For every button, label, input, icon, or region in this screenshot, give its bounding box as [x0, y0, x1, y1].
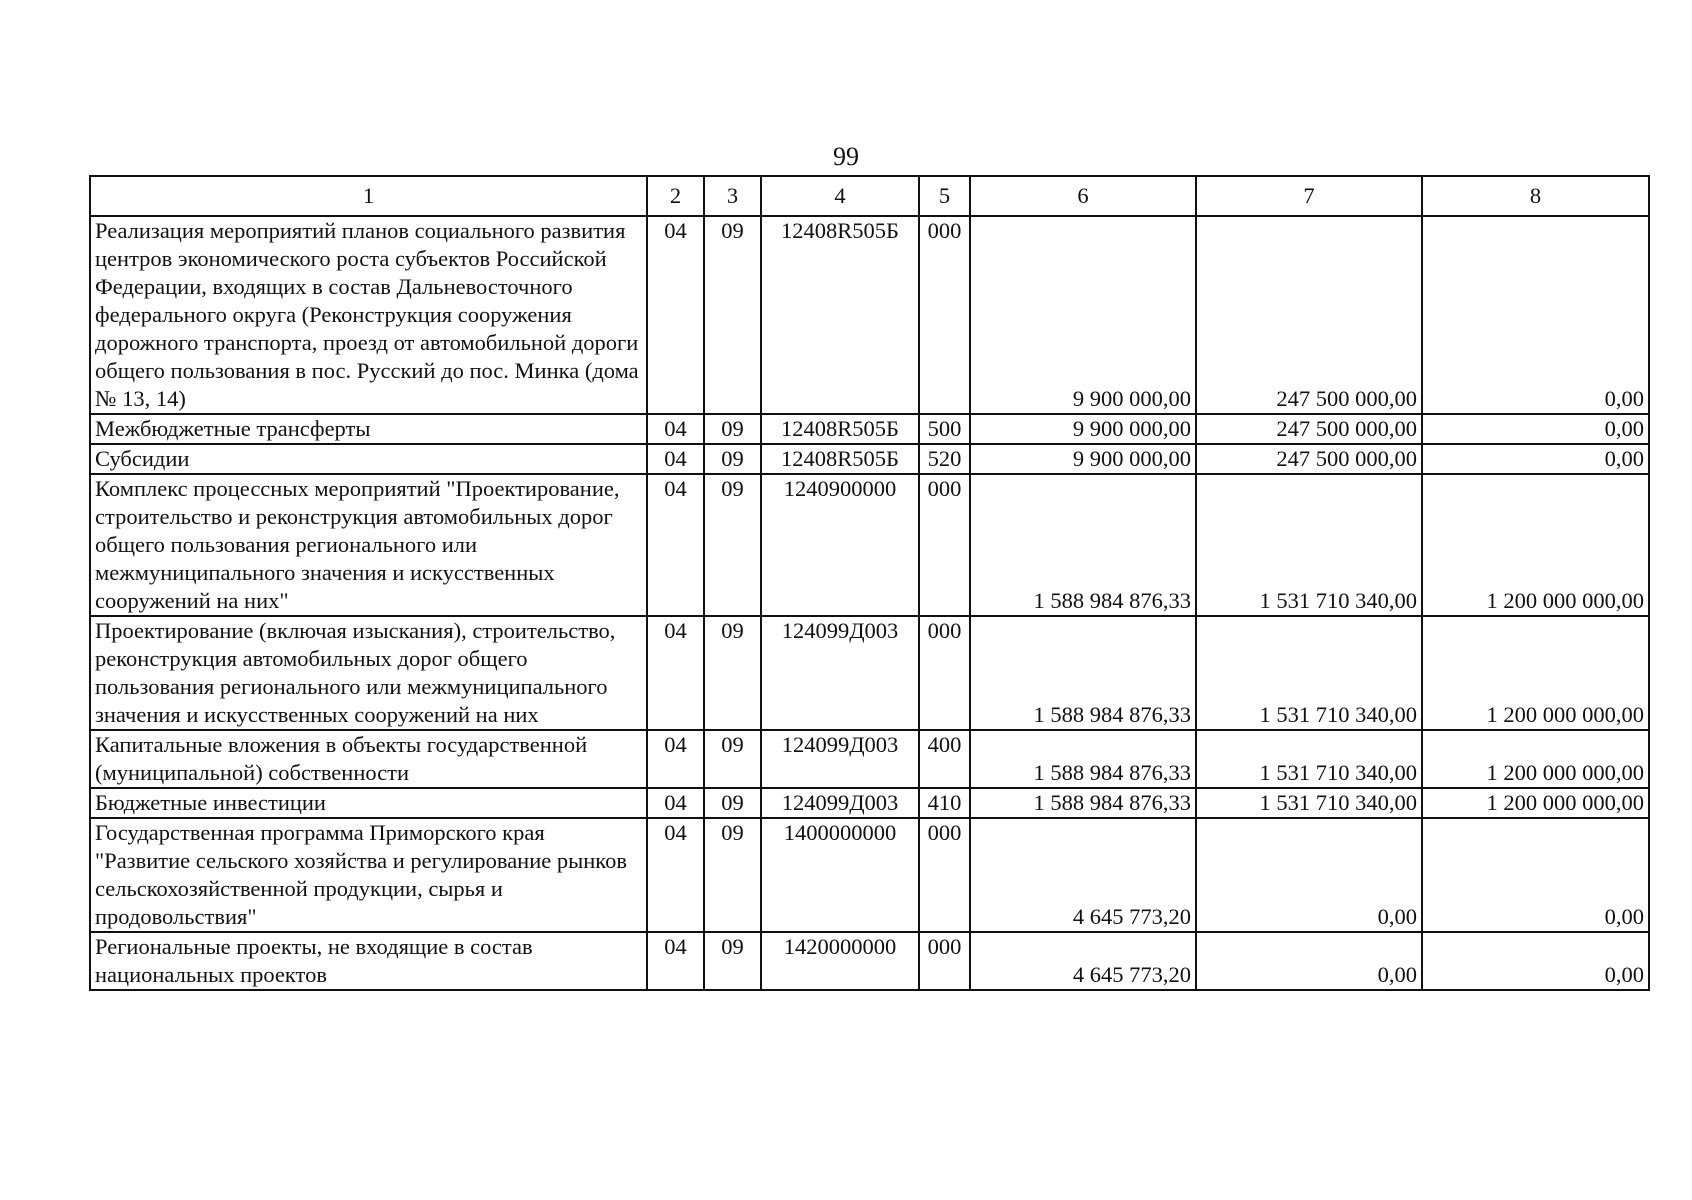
row-amount-col8-cell: 1 200 000 000,00	[1422, 616, 1649, 730]
row-target-article-cell: 1420000000	[761, 932, 919, 990]
row-amount-col7-cell: 247 500 000,00	[1196, 216, 1422, 414]
row-amount-col8-cell: 1 200 000 000,00	[1422, 474, 1649, 616]
row-amount-col8-cell: 0,00	[1422, 216, 1649, 414]
table-row	[90, 444, 1649, 474]
row-target-article-cell: 124099Д003	[761, 788, 919, 818]
column-header: 3	[704, 176, 761, 216]
row-amount-col6-cell: 4 645 773,20	[970, 818, 1196, 932]
row-section-cell: 04	[647, 932, 704, 990]
row-amount-col7-cell: 247 500 000,00	[1196, 444, 1422, 474]
budget-table	[89, 175, 1650, 991]
row-subsection-cell: 09	[704, 444, 761, 474]
row-amount-col6-cell: 9 900 000,00	[970, 414, 1196, 444]
row-subsection-cell: 09	[704, 730, 761, 788]
row-amount-col6-cell: 4 645 773,20	[970, 932, 1196, 990]
row-name-cell: Межбюджетные трансферты	[90, 414, 647, 444]
page-number: 99	[833, 142, 859, 171]
row-expense-type-cell: 000	[919, 818, 970, 932]
row-section-cell: 04	[647, 414, 704, 444]
row-section-cell: 04	[647, 216, 704, 414]
row-target-article-cell: 1400000000	[761, 818, 919, 932]
row-amount-col8-cell: 0,00	[1422, 414, 1649, 444]
row-expense-type-cell: 520	[919, 444, 970, 474]
row-section-cell: 04	[647, 474, 704, 616]
row-amount-col7-cell: 247 500 000,00	[1196, 414, 1422, 444]
column-header: 8	[1422, 176, 1649, 216]
row-amount-col6-cell: 1 588 984 876,33	[970, 474, 1196, 616]
column-header: 6	[970, 176, 1196, 216]
row-name-cell: Капитальные вложения в объекты государственной (муниципальной) собственности	[90, 730, 647, 788]
column-header: 4	[761, 176, 919, 216]
row-target-article-cell: 12408R505Б	[761, 444, 919, 474]
row-target-article-cell: 12408R505Б	[761, 414, 919, 444]
row-amount-col7-cell: 1 531 710 340,00	[1196, 788, 1422, 818]
row-amount-col8-cell: 0,00	[1422, 818, 1649, 932]
row-name-cell: Комплекс процессных мероприятий "Проектирование, строительство и реконструкция автомобильных дорог общего пользования регионального или межмуниципального значения и искусственных сооружений на них"	[90, 474, 647, 616]
row-name-cell: Проектирование (включая изыскания), строительство, реконструкция автомобильных дорог общего пользования регионального или межмуниципального значения и искусственных сооружений на них	[90, 616, 647, 730]
row-expense-type-cell: 410	[919, 788, 970, 818]
table-row	[90, 788, 1649, 818]
row-name-cell: Государственная программа Приморского края "Развитие сельского хозяйства и регулирование рынков сельскохозяйственной продукции, сырья и продовольствия"	[90, 818, 647, 932]
row-amount-col8-cell: 1 200 000 000,00	[1422, 730, 1649, 788]
row-section-cell: 04	[647, 616, 704, 730]
row-expense-type-cell: 000	[919, 932, 970, 990]
column-header: 2	[647, 176, 704, 216]
row-subsection-cell: 09	[704, 414, 761, 444]
row-amount-col6-cell: 9 900 000,00	[970, 216, 1196, 414]
row-expense-type-cell: 000	[919, 474, 970, 616]
row-amount-col6-cell: 1 588 984 876,33	[970, 616, 1196, 730]
row-subsection-cell: 09	[704, 616, 761, 730]
row-amount-col6-cell: 1 588 984 876,33	[970, 730, 1196, 788]
row-amount-col7-cell: 0,00	[1196, 932, 1422, 990]
table-row	[90, 932, 1649, 990]
row-section-cell: 04	[647, 730, 704, 788]
row-amount-col7-cell: 0,00	[1196, 818, 1422, 932]
row-subsection-cell: 09	[704, 788, 761, 818]
table-row	[90, 730, 1649, 788]
table-row	[90, 818, 1649, 932]
table-body	[90, 216, 1649, 990]
row-name-cell: Бюджетные инвестиции	[90, 788, 647, 818]
table-row	[90, 616, 1649, 730]
row-subsection-cell: 09	[704, 216, 761, 414]
row-section-cell: 04	[647, 444, 704, 474]
row-amount-col8-cell: 1 200 000 000,00	[1422, 788, 1649, 818]
row-amount-col6-cell: 9 900 000,00	[970, 444, 1196, 474]
row-expense-type-cell: 500	[919, 414, 970, 444]
row-expense-type-cell: 000	[919, 616, 970, 730]
row-expense-type-cell: 400	[919, 730, 970, 788]
row-amount-col7-cell: 1 531 710 340,00	[1196, 616, 1422, 730]
row-name-cell: Субсидии	[90, 444, 647, 474]
row-subsection-cell: 09	[704, 818, 761, 932]
row-subsection-cell: 09	[704, 932, 761, 990]
table-row	[90, 414, 1649, 444]
row-amount-col8-cell: 0,00	[1422, 444, 1649, 474]
row-amount-col8-cell: 0,00	[1422, 932, 1649, 990]
row-target-article-cell: 1240900000	[761, 474, 919, 616]
column-header: 5	[919, 176, 970, 216]
header-row	[90, 176, 1649, 216]
column-header: 1	[90, 176, 647, 216]
table-row	[90, 474, 1649, 616]
row-amount-col7-cell: 1 531 710 340,00	[1196, 730, 1422, 788]
row-amount-col6-cell: 1 588 984 876,33	[970, 788, 1196, 818]
row-section-cell: 04	[647, 818, 704, 932]
row-amount-col7-cell: 1 531 710 340,00	[1196, 474, 1422, 616]
row-name-cell: Реализация мероприятий планов социального развития центров экономического роста субъектов Российской Федерации, входящих в состав Дальневосточного федерального округа (Реконструкция сооружения дорожного транспорта, проезд от автомобильной дороги общего пользования в пос. Русский до пос. Минка (дома № 13, 14)	[90, 216, 647, 414]
column-header: 7	[1196, 176, 1422, 216]
table-row	[90, 216, 1649, 414]
row-name-cell: Региональные проекты, не входящие в состав национальных проектов	[90, 932, 647, 990]
row-section-cell: 04	[647, 788, 704, 818]
row-subsection-cell: 09	[704, 474, 761, 616]
row-target-article-cell: 124099Д003	[761, 616, 919, 730]
row-target-article-cell: 12408R505Б	[761, 216, 919, 414]
row-target-article-cell: 124099Д003	[761, 730, 919, 788]
row-expense-type-cell: 000	[919, 216, 970, 414]
